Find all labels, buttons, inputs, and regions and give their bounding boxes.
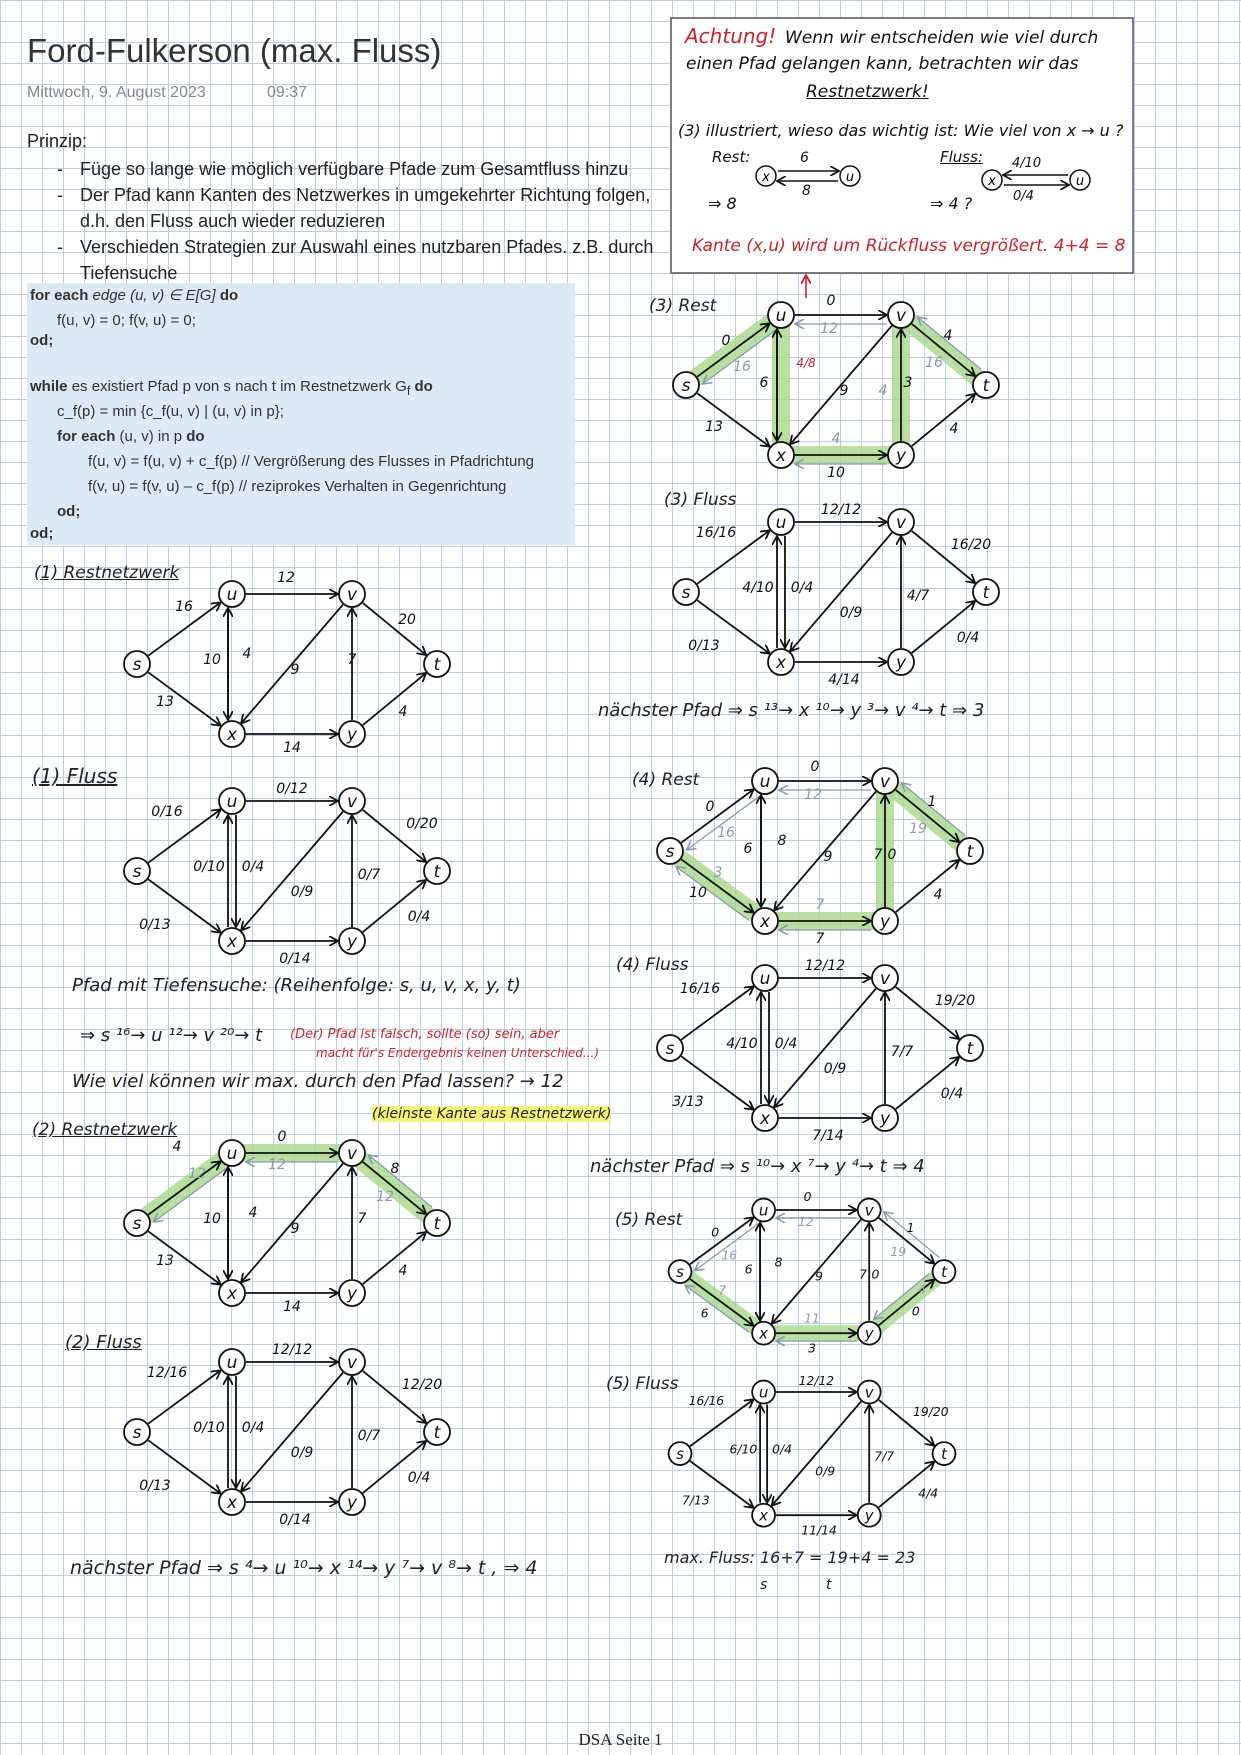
graph-edge-label: 3 — [713, 865, 723, 881]
graph-node-label: t — [966, 842, 974, 862]
graph-node-label: u — [226, 792, 238, 812]
achtung-fluss-result: ⇒ 4 ? — [930, 194, 973, 213]
note-next-path-3: nächster Pfad ⇒ s ¹³→ x ¹⁰→ y ³→ v ⁴→ t ⇒ 3 — [598, 700, 985, 721]
graph-node-label: u — [226, 585, 238, 605]
graph-node-label: y — [879, 912, 891, 932]
prinzip-bullet: - Füge so lange wie möglich verfügbare Pfade zum Gesamtfluss hinzu — [57, 156, 662, 182]
section-label-5-rest: (5) Rest — [615, 1210, 683, 1230]
graph-edge-label: 0/9 — [290, 1445, 314, 1461]
page-title: Ford-Fulkerson (max. Fluss) — [27, 32, 442, 69]
graph-edge-label: 11 — [804, 1311, 820, 1326]
graph-node-label: u — [759, 969, 771, 989]
graph-edge-label: 16/16 — [695, 525, 737, 541]
graph-edge-label: 4 — [918, 1282, 926, 1297]
graph-node-label: v — [895, 513, 907, 533]
section-label-1-fluss: (1) Fluss — [32, 764, 118, 788]
graph-edge-label: 0/4 — [407, 1470, 431, 1486]
achtung-fluss-label: Fluss: — [940, 148, 983, 166]
note-how-much: Wie viel können wir max. durch den Pfad lassen? → 12 — [72, 1071, 564, 1092]
graph-edge-label: 8 — [774, 1255, 783, 1270]
graph-edge-label: 4/10 — [742, 580, 774, 596]
graph-edge-v-t — [363, 603, 426, 655]
algo-line-8: f(v, u) = f(v, u) – c_f(p) // reziprokes Verhalten in Gegenrichtung — [88, 478, 507, 495]
note-path-1-correction: (Der) Pfad ist falsch, sollte (so) sein, aber — [290, 1027, 560, 1042]
graph-edge-label: 0 — [277, 1129, 287, 1145]
graph-edge-label: 16 — [721, 1248, 738, 1263]
graph-node-label: x — [759, 1324, 769, 1343]
achtung-fluss-bottom: 0/4 — [1013, 189, 1034, 204]
section-label-4-fluss: (4) Fluss — [616, 955, 689, 975]
section-label-1-rest: (1) Restnetzwerk — [34, 563, 180, 583]
graph-node-label: u — [775, 306, 787, 326]
graph-edge-label: 16 — [925, 355, 943, 371]
graph-edge-label: 0/4 — [407, 909, 431, 925]
graph-5-fluss — [669, 1374, 956, 1538]
graph-edge-label: 7 — [815, 897, 825, 913]
illustration-node-label: x — [762, 170, 770, 185]
graph-edge-label: 12/12 — [804, 958, 846, 974]
algo-line-5: c_f(p) = min {c_f(u, v) | (u, v) in p}; — [57, 403, 284, 420]
algo-line-4: while es existiert Pfad p von s nach t im Restnetzwerk $G_f$ do — [30, 378, 433, 398]
graph-node-label: v — [864, 1383, 874, 1402]
graph-edge-label: 6/10 — [729, 1442, 758, 1457]
graph-edge-label: 9 — [823, 849, 833, 865]
graph-node-label: v — [895, 306, 907, 326]
graph-edge-label: 7/14 — [812, 1128, 844, 1144]
graph-node-label: s — [132, 655, 142, 675]
graph-node-label: t — [433, 862, 441, 882]
graph-node-label: x — [759, 1109, 771, 1129]
graph-node-label: t — [982, 583, 990, 603]
page-date: Mittwoch, 9. August 2023 — [27, 84, 206, 101]
graph-edge-label: 0/7 — [357, 867, 381, 883]
achtung-conclusion: Kante (x,u) wird um Rückfluss vergrößert. 4+4 = 8 — [692, 236, 1126, 256]
graph-edge-label: 0 — [871, 1267, 880, 1282]
graph-edge-label: 4 — [831, 431, 841, 447]
graph-edge-y-t — [363, 1233, 426, 1285]
graph-edge-label: 0/4 — [956, 630, 980, 646]
algo-line-9: od; — [57, 503, 81, 520]
graph-2-rest — [124, 1129, 450, 1315]
prinzip-label: Prinzip: — [27, 131, 88, 151]
graph-edge-label: 0 — [887, 847, 897, 863]
graph-1-fluss — [124, 781, 450, 967]
graph-edge-label: 0 — [711, 1225, 720, 1240]
graph-edge-label: 0/4 — [241, 1420, 265, 1436]
achtung-head: Achtung! — [685, 24, 777, 48]
graph-node-label: s — [676, 1444, 684, 1463]
graph-edge-label: 9 — [839, 383, 849, 399]
graph-edge-label: 16 — [733, 359, 751, 375]
graph-edge-label: 16/20 — [950, 537, 992, 553]
graph-edge-label: 0/10 — [193, 1420, 225, 1436]
graph-edge-label: 0/4 — [940, 1086, 964, 1102]
graph-edge-label: 10 — [203, 652, 221, 668]
graph-edge-label: 4/4 — [918, 1486, 939, 1501]
illustration-node-label: u — [1075, 174, 1085, 189]
graph-node-label: y — [346, 1493, 358, 1513]
graph-edge-label: 11/14 — [801, 1523, 837, 1538]
graph-edge-label: 14 — [283, 1299, 301, 1315]
graph-edge-label: 4 — [878, 383, 888, 399]
graph-edge-label: 9 — [815, 1269, 823, 1284]
graph-edge-label: 4/8 — [796, 356, 816, 370]
graph-edge-label: 0/14 — [279, 1512, 311, 1528]
graph-edge-label: 0 — [721, 333, 731, 349]
achtung-fluss-top: 4/10 — [1012, 156, 1042, 171]
graph-edge-label: 4 — [398, 704, 408, 720]
graph-node-label: x — [226, 725, 238, 745]
graph-node-label: y — [346, 725, 358, 745]
graph-edge-label: 19/20 — [913, 1404, 949, 1419]
graph-node-label: x — [775, 446, 787, 466]
achtung-rest-label: Rest: — [712, 148, 751, 166]
graph-edge-label: 8 — [777, 833, 787, 849]
note-max-fluss-s: s — [760, 1577, 768, 1593]
section-label-2-fluss: (2) Fluss — [65, 1332, 142, 1353]
graph-edge-label: 3 — [808, 1341, 816, 1356]
graph-edge-label: 0/4 — [790, 580, 814, 596]
graph-node-label: t — [433, 1423, 441, 1443]
graph-edge-label: 7 — [873, 847, 883, 863]
graph-node-label: s — [132, 1214, 142, 1234]
graph-edge-label: 6 — [743, 841, 753, 857]
graph-edge-label: 14 — [283, 740, 301, 756]
algo-line-3: od; — [30, 332, 54, 349]
prinzip-bullet: - Der Pfad kann Kanten des Netzwerkes in umgekehrter Richtung folgen, d.h. den Fluss auch wieder reduzieren — [57, 182, 662, 234]
graph-edge-y-t — [912, 395, 975, 447]
graph-edge-label: 1 — [906, 1221, 915, 1235]
graph-node-label: v — [346, 1353, 358, 1373]
graph-1-rest — [124, 570, 450, 756]
graph-edge-label: 19 — [890, 1244, 907, 1259]
note-max-fluss: max. Fluss: 16+7 = 19+4 = 23 — [664, 1548, 916, 1567]
graph-edge-label: 0/4 — [774, 1036, 798, 1052]
graph-edge-label: 7 — [859, 1267, 867, 1282]
graph-edge-label: 16 — [175, 599, 193, 615]
graph-node-label: x — [226, 932, 238, 952]
graph-node-label: y — [346, 1284, 358, 1304]
graph-node-label: u — [775, 513, 787, 533]
graph-node-label: x — [759, 1506, 769, 1525]
achtung-text-4: (3) illustriert, wieso das wichtig ist: Wie viel von x → u ? — [678, 121, 1124, 140]
graph-edge-label: 4 — [933, 887, 943, 903]
illustration-node-label: x — [988, 174, 996, 189]
algo-line-6: for each (u, v) in p do — [57, 428, 205, 445]
graph-edge-label: 12/12 — [820, 502, 862, 518]
algo-line-1: for each edge (u, v) ∈ E[G] do — [30, 287, 239, 304]
graph-node-label: v — [879, 772, 891, 792]
graph-node-label: u — [758, 1383, 769, 1402]
graph-node-label: y — [864, 1506, 874, 1525]
section-label-5-fluss: (5) Fluss — [606, 1374, 679, 1394]
graphs-group — [124, 166, 1090, 1538]
graph-edge-label: 0/13 — [139, 1478, 171, 1494]
graph-node-label: y — [879, 1109, 891, 1129]
graph-node-label: x — [775, 653, 787, 673]
graph-node-label: t — [433, 1214, 441, 1234]
graph-node-label: s — [132, 1423, 142, 1443]
graph-edge-label: 20 — [398, 612, 416, 628]
graph-edge-label: 0 — [803, 1190, 812, 1205]
graph-node-label: y — [895, 446, 907, 466]
graph-node-label: s — [665, 1039, 675, 1059]
graph-5-rest — [669, 1190, 956, 1355]
graph-node-label: u — [226, 1353, 238, 1373]
graph-edge-label: 0/9 — [815, 1464, 836, 1479]
graph-edge-label: 0/10 — [193, 859, 225, 875]
graph-edge-label: 0/13 — [139, 917, 171, 933]
graph-edge-label: 0/7 — [357, 1428, 381, 1444]
graph-edge-label: 13 — [156, 1253, 174, 1269]
graph-edge-y-t — [363, 674, 426, 726]
graph-edge-label: 12 — [376, 1189, 394, 1205]
graph-edge-label: 16 — [717, 825, 735, 841]
graph-node-label: t — [433, 655, 441, 675]
achtung-rest-top: 6 — [800, 150, 809, 166]
graph-node-label: s — [681, 376, 691, 396]
graph-edge-label: 12/12 — [271, 1342, 313, 1358]
graph-4-fluss — [657, 958, 983, 1144]
graph-edge-label: 6 — [759, 375, 769, 391]
graph-edge-y-t — [896, 861, 959, 913]
graph-edge-label: 7 — [347, 652, 357, 668]
page-footer: DSA Seite 1 — [578, 1730, 663, 1749]
graph-edge-label: 0/9 — [823, 1061, 847, 1077]
graph-edge-label: 0 — [826, 293, 836, 309]
page-time: 09:37 — [267, 84, 308, 101]
graph-edge-label: 7 — [718, 1283, 727, 1298]
achtung-rest-result: ⇒ 8 — [708, 194, 737, 213]
graph-edge-label: 7 — [815, 931, 825, 947]
graph-edge-label: 6 — [744, 1262, 753, 1277]
graph-edge-label: 7/7 — [890, 1044, 914, 1060]
graph-edge-label: 3 — [903, 375, 913, 391]
graph-node-label: u — [758, 1201, 769, 1220]
graph-edge-label: 9 — [290, 662, 300, 678]
section-label-2-rest: (2) Restnetzwerk — [32, 1120, 178, 1140]
algo-line-7: f(u, v) = f(u, v) + c_f(p) // Vergrößerung des Flusses in Pfadrichtung — [88, 453, 535, 470]
graph-node-label: t — [941, 1262, 947, 1281]
graph-edge-label: 0 — [810, 759, 820, 775]
graph-node-label: u — [226, 1144, 238, 1164]
graph-edge-label: 4 — [248, 1205, 258, 1221]
graph-edge-label: 0/20 — [406, 816, 438, 832]
graph-edge-label: 12/12 — [798, 1373, 835, 1388]
graph-edge-label: 7 — [357, 1211, 367, 1227]
graph-node-label: s — [681, 583, 691, 603]
graph-edge-label: 19 — [909, 821, 927, 837]
achtung-rest-bottom: 8 — [802, 183, 811, 199]
illustration-node-label: u — [845, 170, 855, 185]
graph-edge-label: 4 — [949, 421, 959, 437]
graph-edge-label: 19/20 — [934, 993, 976, 1009]
graph-edge-label: 4 — [242, 646, 252, 662]
section-label-3-rest: (3) Rest — [649, 296, 717, 316]
graph-edge-label: 12 — [268, 1157, 286, 1173]
graph-edge-label: 4 — [398, 1263, 408, 1279]
graph-edge-label: 0 — [705, 799, 715, 815]
graph-node-label: v — [879, 969, 891, 989]
graph-node-label: x — [759, 912, 771, 932]
graph-4-rest — [657, 759, 983, 947]
graph-node-label: t — [982, 376, 990, 396]
graph-node-label: x — [226, 1284, 238, 1304]
note-max-fluss-t: t — [826, 1577, 832, 1593]
graph-edge-label: 4/7 — [906, 588, 930, 604]
graph-edge-label: 10 — [689, 885, 707, 901]
graph-node-label: t — [966, 1039, 974, 1059]
graph-edge-label: 12 — [798, 1214, 814, 1229]
graph-edge-label: 4/14 — [828, 672, 860, 688]
algo-line-2: f(u, v) = 0; f(v, u) = 0; — [57, 312, 196, 329]
note-next-path-4: nächster Pfad ⇒ s ¹⁰→ x ⁷→ y ⁴→ t ⇒ 4 — [590, 1156, 925, 1177]
section-label-3-fluss: (3) Fluss — [664, 490, 737, 510]
achtung-text-2: einen Pfad gelangen kann, betrachten wir das — [686, 54, 1079, 74]
graph-edge-label: 16/16 — [688, 1394, 725, 1409]
graph-edge-label: 10 — [203, 1211, 221, 1227]
note-dfs: Pfad mit Tiefensuche: (Reihenfolge: s, u, v, x, y, t) — [72, 975, 521, 996]
graph-edge-label: 0/16 — [151, 804, 183, 820]
graph-3-rest — [673, 293, 999, 481]
graph-edge-label: 12 — [188, 1166, 206, 1182]
graph-edge-label: 12 — [820, 321, 838, 337]
graph-edge-label: 9 — [290, 1221, 300, 1237]
graph-edge-label: 0/9 — [839, 605, 863, 621]
note-kleinste-kante: (kleinste Kante aus Restnetzwerk) — [372, 1106, 612, 1122]
graph-node-label: s — [132, 862, 142, 882]
note-next-path-2: nächster Pfad ⇒ s ⁴→ u ¹⁰→ x ¹⁴→ y ⁷→ v ⁸→ t , ⇒ 4 — [70, 1557, 538, 1579]
graph-edge-label: 12 — [804, 787, 822, 803]
graph-node-label: s — [676, 1262, 684, 1281]
graph-node-label: t — [941, 1444, 947, 1463]
graph-edge-label: 8 — [390, 1161, 400, 1177]
graph-edge-label: 13 — [705, 419, 723, 435]
graph-edge-label: 12/16 — [146, 1365, 188, 1381]
prinzip-bullet: - Verschieden Strategien zur Auswahl eines nutzbaren Pfades. z.B. durch Tiefensuche — [57, 234, 662, 286]
graph-edge-label: 7/13 — [682, 1493, 710, 1508]
graph-node-label: v — [346, 1144, 358, 1164]
graph-edge-label: 12/20 — [401, 1377, 443, 1393]
graph-node-label: u — [759, 772, 771, 792]
graph-2-fluss — [124, 1342, 450, 1528]
graph-edge-label: 4 — [943, 328, 953, 344]
graph-node-label: y — [895, 653, 907, 673]
graph-edge-label: 16/16 — [679, 981, 721, 997]
graph-edge-label: 0/12 — [276, 781, 308, 797]
graph-edge-label: 1 — [927, 794, 937, 810]
algo-line-10: od; — [30, 525, 54, 542]
graph-edge-label: 3/13 — [672, 1094, 704, 1110]
graph-edge-label: 0/4 — [772, 1442, 792, 1457]
graph-edge-s-u — [148, 1162, 220, 1215]
achtung-text-1: Wenn wir entscheiden wie viel durch — [785, 28, 1099, 48]
graph-edge-label: 13 — [156, 694, 174, 710]
graph-node-label: v — [346, 585, 358, 605]
graph-node-label: x — [226, 1493, 238, 1513]
graph-3-fluss — [673, 502, 999, 688]
graph-edge-label: 10 — [827, 465, 845, 481]
graph-node-label: y — [346, 932, 358, 952]
graph-node-label: y — [864, 1324, 874, 1343]
graph-node-label: v — [346, 792, 358, 812]
graph-edge-label: 0/14 — [279, 951, 311, 967]
graph-edge-label: 12 — [277, 570, 295, 586]
graph-edge-label: 0/13 — [688, 638, 720, 654]
graph-edge-label: 4 — [172, 1139, 182, 1155]
graph-node-label: s — [665, 842, 675, 862]
graph-edge-label: 4/10 — [726, 1036, 758, 1052]
graph-node-label: v — [864, 1201, 874, 1220]
achtung-text-3: Restnetzwerk! — [806, 82, 929, 102]
graph-edge-label: 0/9 — [290, 884, 314, 900]
graph-edge-label: 7/7 — [874, 1449, 895, 1464]
note-path-1: ⇒ s ¹⁶→ u ¹²→ v ²⁰→ t — [80, 1025, 263, 1046]
graph-edge-label: 6 — [700, 1306, 709, 1321]
graph-edge-label: 0 — [911, 1304, 920, 1319]
section-label-4-rest: (4) Rest — [632, 770, 700, 790]
graph-edge-label: 0/4 — [241, 859, 265, 875]
note-path-1-correction-2: macht für's Endergebnis keinen Unterschied...) — [316, 1046, 600, 1060]
